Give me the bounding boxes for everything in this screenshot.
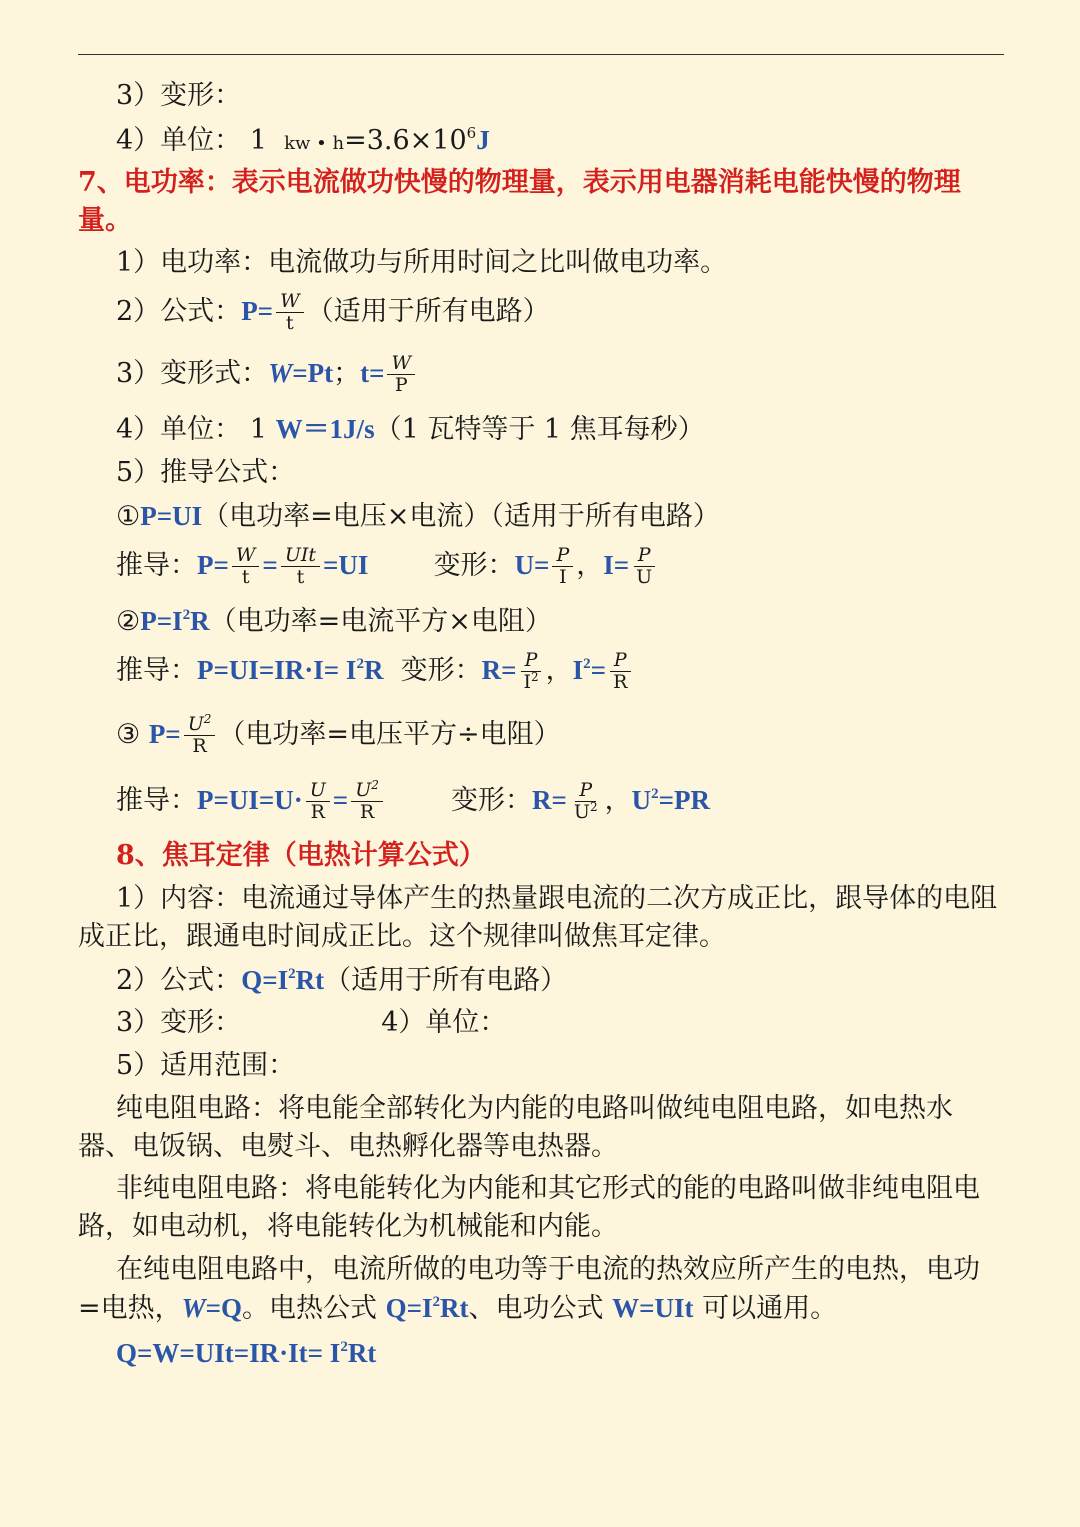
formula: P=UI=U· [197,785,303,815]
s6-item3: 3）变形： [116,80,242,111]
formula: P=UI=IR·I= I [197,655,357,685]
numerator: UIt [281,545,320,567]
formula: R= [532,785,567,815]
numerator [184,714,216,736]
formula-rt: Rt [295,965,325,995]
formula-q: =Q [205,1293,243,1323]
numerator: W [276,291,304,313]
formula-w: W [181,1293,206,1323]
note: （适用于所有电路） [324,965,568,996]
label: 变形： [400,655,482,686]
sep: ， [604,785,632,816]
exponent: 2 [340,1339,348,1355]
eq: =3.6×10 [344,125,467,156]
formula-r: R [190,606,210,636]
note: （1 瓦特等于 1 焦耳每秒） [374,414,705,445]
exponent: 2 [651,786,659,802]
numerator: P [610,650,631,672]
s7-item1: 1）电功率：电流做功与所用时间之比叫做电功率。 [116,247,728,278]
denominator: t [296,566,305,588]
s7-item2 [116,291,550,334]
numerator: P [521,650,542,672]
numerator [351,780,383,802]
formula: Q=I [241,965,289,995]
unit-eq: ＝1J/s [302,414,375,444]
marker: ① [116,501,141,532]
numerator: P [575,780,596,802]
s8-para1: 纯电阻电路：将电能全部转化为内能的电路叫做纯电阻电路，如电热水器、电饭锅、电熨斗、电热孵化器等电热器。 [78,1093,953,1162]
formula: P= [148,719,181,749]
formula: P=UI [140,501,203,531]
s7-item5: 5）推导公式： [116,457,296,488]
text: 。电热公式 [242,1293,378,1324]
fraction [276,291,304,334]
item3: 3）变形： [116,1007,242,1038]
fraction [632,545,656,588]
denominator: P [394,374,408,396]
unit-kwh: kw • h [284,133,345,154]
formula-3 [116,714,561,757]
s8-item3-4 [116,1003,506,1043]
formula: W=UIt [612,1293,694,1323]
s8-item5: 5）适用范围： [116,1050,296,1081]
fraction [520,650,543,693]
fraction [387,353,415,396]
denominator: I [559,566,567,588]
formula: P= [197,550,229,580]
num-exp: 2 [371,778,379,792]
exponent: 2 [432,1294,441,1310]
denominator: R [310,801,325,823]
derivation-3 [116,780,710,823]
denominator: U [636,566,653,588]
s8-para3 [78,1251,1002,1328]
fraction [351,780,383,823]
unit-j: J [476,125,490,155]
text: 在纯电阻电路中，电流所做的电功等于电流的热效应所产生的电热，电功=电热， [78,1254,980,1324]
s8-para2: 非纯电阻电路：将电能转化为内能和其它形式的能的电路叫做非纯电阻电路，如电动机，将电能转化为机械能和内能。 [78,1173,980,1242]
eq: = [262,550,278,580]
top-rule [78,54,1004,55]
exponent: 2 [182,607,191,623]
note: （电功率=电压×电流）（适用于所有电路） [202,501,720,532]
s7-item3 [116,353,418,396]
formula-t: t= [360,358,385,388]
formula: R= [481,655,517,685]
formula: Q=I [385,1293,433,1323]
fraction [232,545,260,588]
numerator: W [387,353,415,375]
label: 2）公式： [116,296,242,327]
text: 可以通用。 [702,1293,838,1324]
formula-rt: Rt [440,1293,469,1323]
denominator: R [359,801,375,823]
note: （电功率=电压平方÷电阻） [218,719,561,750]
note: （电功率=电流平方×电阻） [209,606,552,637]
den-base: I [523,671,532,693]
denominator [570,802,602,823]
label: 4）单位： [116,125,242,156]
marker: ② [116,606,141,637]
s8-item1: 1）内容：电流通过导体产生的热量跟电流的二次方成正比，跟导体的电阻成正比，跟通电时间成正比。这个规律叫做焦耳定律。 [78,883,998,952]
fraction [552,545,573,588]
exponent: 2 [356,656,364,672]
value: 1 [249,414,267,445]
num-exp: 2 [203,712,212,726]
eq: = [590,655,607,685]
formula-1 [116,496,720,537]
sep: ， [576,550,604,581]
derivation-2 [116,650,634,693]
marker: ③ [116,719,141,750]
label: 变形： [433,550,515,581]
formula: P= [241,296,274,326]
eq: = [332,785,349,815]
sep: ； [333,358,361,389]
formula-pt: =Pt [292,358,334,388]
unit-w: W [275,414,303,444]
numerator: P [634,545,655,567]
label: 变形： [451,785,533,816]
exponent: 6 [466,124,477,142]
formula-eq: =PR [658,785,710,815]
fraction [306,780,330,823]
formula: I [572,655,584,685]
sep: ， [545,655,573,686]
s7-heading: 7、电功率：表示电流做功快慢的物理量，表示用电器消耗电能快慢的物理量。 [78,167,961,236]
den-exp: 2 [589,800,598,814]
denominator: t [241,566,250,588]
formula-r: R [363,655,384,685]
fraction [184,714,216,757]
formula: P=I [140,606,183,636]
s6-item4 [116,120,490,164]
num-base: U [187,713,204,735]
label: 推导： [116,785,197,816]
denominator: R [613,671,628,693]
value: 1 [249,125,267,156]
text: 、电功公式 [468,1293,604,1324]
numerator: W [232,545,260,567]
fraction [609,650,631,693]
fraction [281,545,320,588]
result: =UI [322,550,369,580]
formula: U [631,785,652,815]
denominator: t [286,312,294,334]
s8-heading: 8、焦耳定律（电热计算公式） [116,840,486,871]
item4: 4）单位： [381,1007,507,1038]
formula: U= [514,550,550,580]
formula: I= [603,550,630,580]
den-base: U [573,801,590,823]
denominator [520,672,543,693]
numerator: P [552,545,573,567]
formula-w: W [268,358,293,388]
label: 推导： [116,550,197,581]
numerator: U [306,780,330,802]
exponent: 2 [583,656,591,672]
den-exp: 2 [531,670,539,684]
denominator: R [192,735,207,757]
label: 推导： [116,655,197,686]
label: 4）单位： [116,414,242,445]
derivation-1 [116,545,659,588]
exponent: 2 [288,966,296,982]
label: 2）公式： [116,965,242,996]
formula: Q=W=UIt=IR·It= I [116,1338,341,1368]
note: （适用于所有电路） [306,296,550,327]
fraction [570,780,602,823]
s7-item4 [116,409,705,450]
s8-item2 [116,960,567,1001]
formula-2 [116,601,552,642]
label: 3）变形式： [116,358,269,389]
s8-final-formula [116,1333,376,1374]
num-base: U [355,779,372,801]
formula-rt: Rt [347,1338,377,1368]
